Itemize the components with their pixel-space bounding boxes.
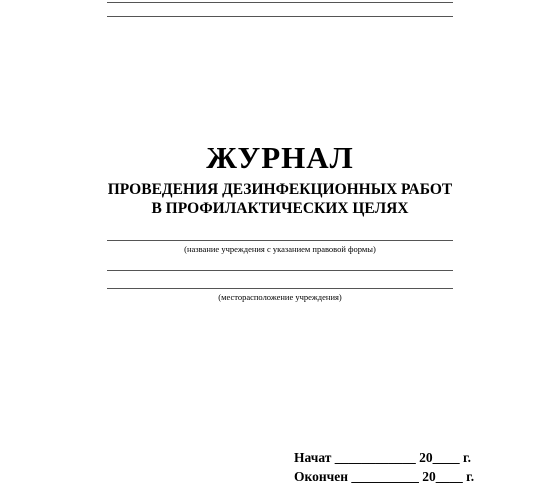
top-rule-2 — [107, 16, 453, 17]
finished-date-line: Окончен __________ 20____ г. — [294, 469, 475, 484]
top-rule-1 — [107, 2, 453, 3]
location-rule — [107, 288, 453, 289]
institution-name-rule — [107, 240, 453, 241]
subtitle-line-2: В ПРОФИЛАКТИЧЕСКИХ ЦЕЛЯХ — [151, 200, 409, 217]
institution-name-caption: (название учреждения с указанием правовой формы) — [184, 244, 376, 254]
location-caption: (месторасположение учреждения) — [218, 292, 342, 302]
journal-title: ЖУРНАЛ — [206, 140, 354, 175]
subtitle-line-1: ПРОВЕДЕНИЯ ДЕЗИНФЕКЦИОННЫХ РАБОТ — [107, 181, 453, 198]
started-date-line: Начат ____________ 20____ г. — [294, 450, 471, 465]
institution-extra-rule — [107, 270, 453, 271]
